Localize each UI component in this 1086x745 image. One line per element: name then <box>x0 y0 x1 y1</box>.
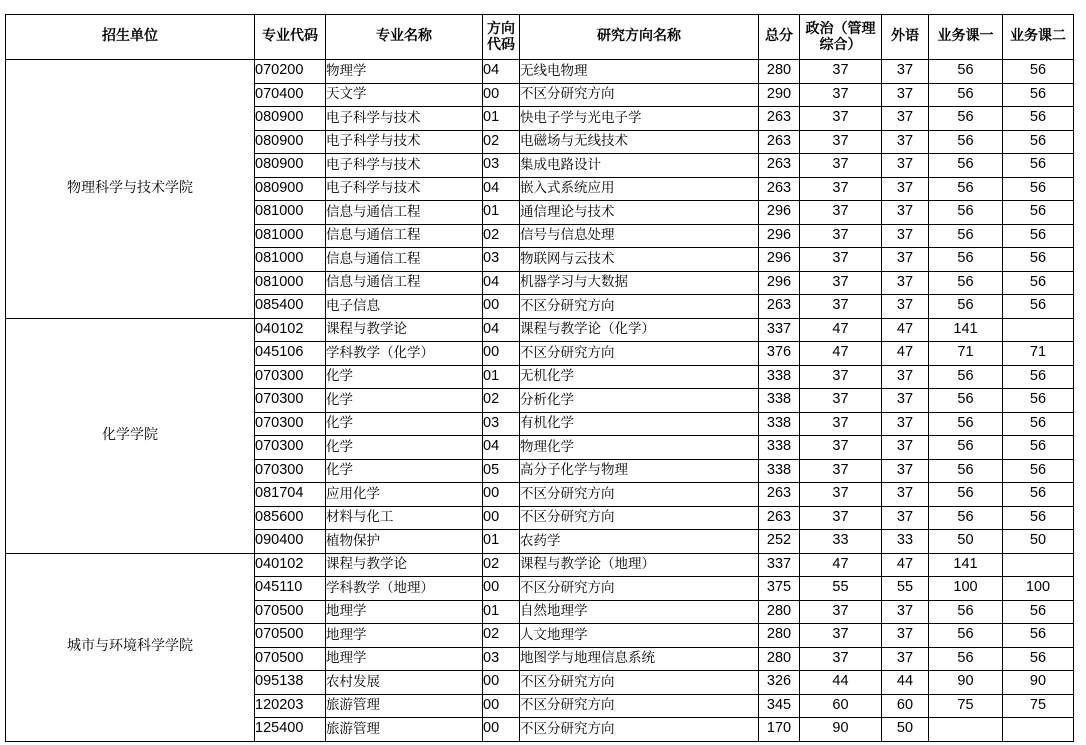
foreign-score-cell: 37 <box>882 107 929 131</box>
major-code-cell: 045110 <box>255 577 326 601</box>
course2-score-cell: 50 <box>1003 530 1074 554</box>
foreign-score-cell: 44 <box>882 671 929 695</box>
course2-score-cell: 56 <box>1003 436 1074 460</box>
dir-code-cell: 01 <box>483 530 520 554</box>
header-dir-code: 方向代码 <box>483 15 520 60</box>
dir-name-cell: 不区分研究方向 <box>520 295 759 319</box>
foreign-score-cell: 55 <box>882 577 929 601</box>
dir-name-cell: 快电子学与光电子学 <box>520 107 759 131</box>
major-name-cell: 旅游管理 <box>326 718 483 742</box>
foreign-score-cell: 33 <box>882 530 929 554</box>
course1-score-cell <box>929 718 1003 742</box>
total-score-cell: 280 <box>759 60 800 84</box>
major-code-cell: 070500 <box>255 647 326 671</box>
header-course2: 业务课二 <box>1003 15 1074 60</box>
major-name-cell: 信息与通信工程 <box>326 224 483 248</box>
politics-score-cell: 37 <box>800 389 882 413</box>
course1-score-cell: 56 <box>929 412 1003 436</box>
dir-code-cell: 03 <box>483 248 520 272</box>
course2-score-cell: 56 <box>1003 506 1074 530</box>
dir-code-cell: 00 <box>483 671 520 695</box>
course2-score-cell: 56 <box>1003 154 1074 178</box>
politics-score-cell: 37 <box>800 154 882 178</box>
politics-score-cell: 37 <box>800 83 882 107</box>
dir-name-cell: 人文地理学 <box>520 624 759 648</box>
total-score-cell: 338 <box>759 436 800 460</box>
politics-score-cell: 37 <box>800 365 882 389</box>
major-name-cell: 材料与化工 <box>326 506 483 530</box>
total-score-cell: 263 <box>759 177 800 201</box>
dir-code-cell: 02 <box>483 389 520 413</box>
total-score-cell: 263 <box>759 154 800 178</box>
major-name-cell: 电子科学与技术 <box>326 107 483 131</box>
dir-name-cell: 无机化学 <box>520 365 759 389</box>
total-score-cell: 338 <box>759 389 800 413</box>
course2-score-cell: 90 <box>1003 671 1074 695</box>
course1-score-cell: 56 <box>929 459 1003 483</box>
dir-code-cell: 04 <box>483 271 520 295</box>
foreign-score-cell: 37 <box>882 365 929 389</box>
foreign-score-cell: 37 <box>882 436 929 460</box>
unit-cell: 城市与环境科学学院 <box>6 553 255 741</box>
politics-score-cell: 37 <box>800 624 882 648</box>
politics-score-cell: 37 <box>800 130 882 154</box>
course1-score-cell: 56 <box>929 201 1003 225</box>
dir-code-cell: 00 <box>483 577 520 601</box>
course2-score-cell: 56 <box>1003 600 1074 624</box>
course1-score-cell: 56 <box>929 506 1003 530</box>
course1-score-cell: 56 <box>929 271 1003 295</box>
header-course1: 业务课一 <box>929 15 1003 60</box>
major-name-cell: 地理学 <box>326 647 483 671</box>
major-name-cell: 化学 <box>326 459 483 483</box>
dir-code-cell: 01 <box>483 107 520 131</box>
dir-code-cell: 05 <box>483 459 520 483</box>
course2-score-cell: 56 <box>1003 483 1074 507</box>
dir-name-cell: 分析化学 <box>520 389 759 413</box>
dir-code-cell: 03 <box>483 154 520 178</box>
course1-score-cell: 90 <box>929 671 1003 695</box>
course1-score-cell: 56 <box>929 60 1003 84</box>
politics-score-cell: 37 <box>800 224 882 248</box>
politics-score-cell: 37 <box>800 600 882 624</box>
course2-score-cell: 56 <box>1003 60 1074 84</box>
course2-score-cell: 56 <box>1003 83 1074 107</box>
dir-code-cell: 02 <box>483 624 520 648</box>
foreign-score-cell: 37 <box>882 177 929 201</box>
major-name-cell: 化学 <box>326 436 483 460</box>
foreign-score-cell: 37 <box>882 130 929 154</box>
dir-code-cell: 03 <box>483 412 520 436</box>
dir-name-cell: 不区分研究方向 <box>520 506 759 530</box>
dir-name-cell: 高分子化学与物理 <box>520 459 759 483</box>
major-code-cell: 080900 <box>255 177 326 201</box>
dir-name-cell: 课程与教学论（地理） <box>520 553 759 577</box>
course2-score-cell: 56 <box>1003 365 1074 389</box>
politics-score-cell: 55 <box>800 577 882 601</box>
table-row <box>6 60 1074 84</box>
foreign-score-cell: 37 <box>882 224 929 248</box>
dir-name-cell: 不区分研究方向 <box>520 483 759 507</box>
total-score-cell: 296 <box>759 248 800 272</box>
total-score-cell: 280 <box>759 624 800 648</box>
foreign-score-cell: 37 <box>882 295 929 319</box>
major-code-cell: 070300 <box>255 459 326 483</box>
total-score-cell: 338 <box>759 365 800 389</box>
course2-score-cell: 75 <box>1003 694 1074 718</box>
total-score-cell: 263 <box>759 130 800 154</box>
major-code-cell: 095138 <box>255 671 326 695</box>
dir-name-cell: 不区分研究方向 <box>520 718 759 742</box>
foreign-score-cell: 37 <box>882 600 929 624</box>
course1-score-cell: 56 <box>929 624 1003 648</box>
header-row <box>6 15 1074 60</box>
dir-code-cell: 00 <box>483 295 520 319</box>
total-score-cell: 280 <box>759 647 800 671</box>
foreign-score-cell: 37 <box>882 647 929 671</box>
dir-code-cell: 02 <box>483 553 520 577</box>
course2-score-cell: 56 <box>1003 107 1074 131</box>
politics-score-cell: 37 <box>800 248 882 272</box>
dir-name-cell: 嵌入式系统应用 <box>520 177 759 201</box>
total-score-cell: 338 <box>759 459 800 483</box>
header-dir-name: 研究方向名称 <box>520 15 759 60</box>
course2-score-cell: 56 <box>1003 412 1074 436</box>
major-name-cell: 化学 <box>326 389 483 413</box>
dir-code-cell: 02 <box>483 130 520 154</box>
politics-score-cell: 37 <box>800 436 882 460</box>
politics-score-cell: 60 <box>800 694 882 718</box>
foreign-score-cell: 60 <box>882 694 929 718</box>
foreign-score-cell: 37 <box>882 154 929 178</box>
major-name-cell: 学科教学（化学） <box>326 342 483 366</box>
dir-code-cell: 01 <box>483 600 520 624</box>
course2-score-cell: 56 <box>1003 647 1074 671</box>
major-code-cell: 070500 <box>255 624 326 648</box>
total-score-cell: 263 <box>759 107 800 131</box>
course1-score-cell: 56 <box>929 365 1003 389</box>
course2-score-cell <box>1003 718 1074 742</box>
dir-name-cell: 农药学 <box>520 530 759 554</box>
course2-score-cell: 56 <box>1003 624 1074 648</box>
course2-score-cell: 56 <box>1003 224 1074 248</box>
total-score-cell: 296 <box>759 271 800 295</box>
major-code-cell: 070300 <box>255 436 326 460</box>
major-code-cell: 090400 <box>255 530 326 554</box>
total-score-cell: 263 <box>759 483 800 507</box>
politics-score-cell: 37 <box>800 412 882 436</box>
major-name-cell: 天文学 <box>326 83 483 107</box>
major-name-cell: 信息与通信工程 <box>326 271 483 295</box>
course2-score-cell: 56 <box>1003 201 1074 225</box>
major-name-cell: 应用化学 <box>326 483 483 507</box>
major-code-cell: 070300 <box>255 389 326 413</box>
course2-score-cell: 56 <box>1003 389 1074 413</box>
dir-name-cell: 自然地理学 <box>520 600 759 624</box>
dir-code-cell: 00 <box>483 83 520 107</box>
major-name-cell: 旅游管理 <box>326 694 483 718</box>
total-score-cell: 170 <box>759 718 800 742</box>
course2-score-cell: 100 <box>1003 577 1074 601</box>
dir-code-cell: 00 <box>483 718 520 742</box>
major-code-cell: 081000 <box>255 201 326 225</box>
major-code-cell: 070200 <box>255 60 326 84</box>
dir-name-cell: 不区分研究方向 <box>520 577 759 601</box>
foreign-score-cell: 37 <box>882 483 929 507</box>
course1-score-cell: 50 <box>929 530 1003 554</box>
course2-score-cell <box>1003 318 1074 342</box>
politics-score-cell: 37 <box>800 177 882 201</box>
foreign-score-cell: 47 <box>882 318 929 342</box>
total-score-cell: 337 <box>759 553 800 577</box>
course2-score-cell: 56 <box>1003 459 1074 483</box>
course1-score-cell: 141 <box>929 318 1003 342</box>
dir-code-cell: 00 <box>483 694 520 718</box>
politics-score-cell: 37 <box>800 483 882 507</box>
major-code-cell: 040102 <box>255 553 326 577</box>
foreign-score-cell: 37 <box>882 248 929 272</box>
course2-score-cell: 56 <box>1003 295 1074 319</box>
unit-cell: 化学学院 <box>6 318 255 553</box>
major-name-cell: 农村发展 <box>326 671 483 695</box>
major-name-cell: 电子信息 <box>326 295 483 319</box>
major-name-cell: 电子科学与技术 <box>326 130 483 154</box>
header-unit: 招生单位 <box>6 15 255 60</box>
course2-score-cell: 56 <box>1003 248 1074 272</box>
total-score-cell: 252 <box>759 530 800 554</box>
dir-code-cell: 02 <box>483 224 520 248</box>
dir-name-cell: 课程与教学论（化学） <box>520 318 759 342</box>
dir-code-cell: 00 <box>483 342 520 366</box>
course1-score-cell: 75 <box>929 694 1003 718</box>
foreign-score-cell: 47 <box>882 342 929 366</box>
course1-score-cell: 56 <box>929 389 1003 413</box>
course1-score-cell: 100 <box>929 577 1003 601</box>
foreign-score-cell: 50 <box>882 718 929 742</box>
major-name-cell: 课程与教学论 <box>326 553 483 577</box>
dir-name-cell: 有机化学 <box>520 412 759 436</box>
dir-name-cell: 物联网与云技术 <box>520 248 759 272</box>
politics-score-cell: 47 <box>800 318 882 342</box>
course2-score-cell: 56 <box>1003 177 1074 201</box>
major-code-cell: 125400 <box>255 718 326 742</box>
course1-score-cell: 56 <box>929 295 1003 319</box>
dir-code-cell: 01 <box>483 201 520 225</box>
total-score-cell: 296 <box>759 201 800 225</box>
foreign-score-cell: 37 <box>882 412 929 436</box>
header-politics: 政治（管理综合） <box>800 15 882 60</box>
dir-name-cell: 不区分研究方向 <box>520 83 759 107</box>
dir-name-cell: 不区分研究方向 <box>520 694 759 718</box>
major-code-cell: 081000 <box>255 271 326 295</box>
politics-score-cell: 44 <box>800 671 882 695</box>
course1-score-cell: 71 <box>929 342 1003 366</box>
major-code-cell: 045106 <box>255 342 326 366</box>
major-code-cell: 081000 <box>255 248 326 272</box>
major-name-cell: 电子科学与技术 <box>326 177 483 201</box>
course1-score-cell: 56 <box>929 224 1003 248</box>
dir-code-cell: 04 <box>483 318 520 342</box>
total-score-cell: 280 <box>759 600 800 624</box>
course1-score-cell: 56 <box>929 154 1003 178</box>
politics-score-cell: 37 <box>800 107 882 131</box>
foreign-score-cell: 37 <box>882 83 929 107</box>
total-score-cell: 376 <box>759 342 800 366</box>
table-row <box>6 553 1074 577</box>
dir-code-cell: 04 <box>483 177 520 201</box>
major-code-cell: 085400 <box>255 295 326 319</box>
politics-score-cell: 90 <box>800 718 882 742</box>
foreign-score-cell: 47 <box>882 553 929 577</box>
politics-score-cell: 37 <box>800 60 882 84</box>
politics-score-cell: 37 <box>800 506 882 530</box>
dir-code-cell: 00 <box>483 483 520 507</box>
major-name-cell: 植物保护 <box>326 530 483 554</box>
course1-score-cell: 56 <box>929 107 1003 131</box>
dir-code-cell: 01 <box>483 365 520 389</box>
course1-score-cell: 56 <box>929 177 1003 201</box>
major-code-cell: 070500 <box>255 600 326 624</box>
politics-score-cell: 33 <box>800 530 882 554</box>
foreign-score-cell: 37 <box>882 271 929 295</box>
dir-name-cell: 不区分研究方向 <box>520 671 759 695</box>
course1-score-cell: 56 <box>929 436 1003 460</box>
header-major-name: 专业名称 <box>326 15 483 60</box>
foreign-score-cell: 37 <box>882 60 929 84</box>
major-code-cell: 085600 <box>255 506 326 530</box>
dir-name-cell: 集成电路设计 <box>520 154 759 178</box>
major-code-cell: 120203 <box>255 694 326 718</box>
major-code-cell: 080900 <box>255 154 326 178</box>
politics-score-cell: 37 <box>800 295 882 319</box>
major-name-cell: 物理学 <box>326 60 483 84</box>
major-name-cell: 化学 <box>326 365 483 389</box>
foreign-score-cell: 37 <box>882 201 929 225</box>
major-name-cell: 信息与通信工程 <box>326 201 483 225</box>
dir-code-cell: 04 <box>483 60 520 84</box>
politics-score-cell: 37 <box>800 271 882 295</box>
table-body <box>6 60 1074 742</box>
major-code-cell: 081704 <box>255 483 326 507</box>
total-score-cell: 345 <box>759 694 800 718</box>
major-code-cell: 040102 <box>255 318 326 342</box>
course1-score-cell: 56 <box>929 83 1003 107</box>
major-name-cell: 地理学 <box>326 624 483 648</box>
politics-score-cell: 37 <box>800 459 882 483</box>
course1-score-cell: 56 <box>929 483 1003 507</box>
dir-code-cell: 04 <box>483 436 520 460</box>
dir-name-cell: 通信理论与技术 <box>520 201 759 225</box>
foreign-score-cell: 37 <box>882 389 929 413</box>
dir-name-cell: 信号与信息处理 <box>520 224 759 248</box>
foreign-score-cell: 37 <box>882 506 929 530</box>
dir-name-cell: 地图学与地理信息系统 <box>520 647 759 671</box>
foreign-score-cell: 37 <box>882 459 929 483</box>
foreign-score-cell: 37 <box>882 624 929 648</box>
dir-name-cell: 无线电物理 <box>520 60 759 84</box>
total-score-cell: 290 <box>759 83 800 107</box>
major-code-cell: 081000 <box>255 224 326 248</box>
total-score-cell: 263 <box>759 295 800 319</box>
dir-name-cell: 物理化学 <box>520 436 759 460</box>
major-code-cell: 080900 <box>255 130 326 154</box>
total-score-cell: 263 <box>759 506 800 530</box>
course1-score-cell: 56 <box>929 130 1003 154</box>
politics-score-cell: 47 <box>800 342 882 366</box>
total-score-cell: 296 <box>759 224 800 248</box>
major-name-cell: 化学 <box>326 412 483 436</box>
major-code-cell: 070300 <box>255 365 326 389</box>
header-total: 总分 <box>759 15 800 60</box>
major-code-cell: 080900 <box>255 107 326 131</box>
total-score-cell: 326 <box>759 671 800 695</box>
politics-score-cell: 47 <box>800 553 882 577</box>
course2-score-cell: 56 <box>1003 130 1074 154</box>
major-name-cell: 信息与通信工程 <box>326 248 483 272</box>
unit-cell: 物理科学与技术学院 <box>6 60 255 319</box>
dir-name-cell: 不区分研究方向 <box>520 342 759 366</box>
course1-score-cell: 56 <box>929 248 1003 272</box>
dir-code-cell: 00 <box>483 506 520 530</box>
course2-score-cell: 56 <box>1003 271 1074 295</box>
course2-score-cell <box>1003 553 1074 577</box>
dir-code-cell: 03 <box>483 647 520 671</box>
politics-score-cell: 37 <box>800 201 882 225</box>
table-row <box>6 318 1074 342</box>
dir-name-cell: 电磁场与无线技术 <box>520 130 759 154</box>
politics-score-cell: 37 <box>800 647 882 671</box>
major-code-cell: 070400 <box>255 83 326 107</box>
total-score-cell: 338 <box>759 412 800 436</box>
major-name-cell: 电子科学与技术 <box>326 154 483 178</box>
total-score-cell: 337 <box>759 318 800 342</box>
total-score-cell: 375 <box>759 577 800 601</box>
major-name-cell: 地理学 <box>326 600 483 624</box>
major-name-cell: 学科教学（地理） <box>326 577 483 601</box>
header-major-code: 专业代码 <box>255 15 326 60</box>
score-table <box>5 14 1074 742</box>
course1-score-cell: 141 <box>929 553 1003 577</box>
major-code-cell: 070300 <box>255 412 326 436</box>
major-name-cell: 课程与教学论 <box>326 318 483 342</box>
course2-score-cell: 71 <box>1003 342 1074 366</box>
header-foreign: 外语 <box>882 15 929 60</box>
dir-name-cell: 机器学习与大数据 <box>520 271 759 295</box>
course1-score-cell: 56 <box>929 600 1003 624</box>
course1-score-cell: 56 <box>929 647 1003 671</box>
